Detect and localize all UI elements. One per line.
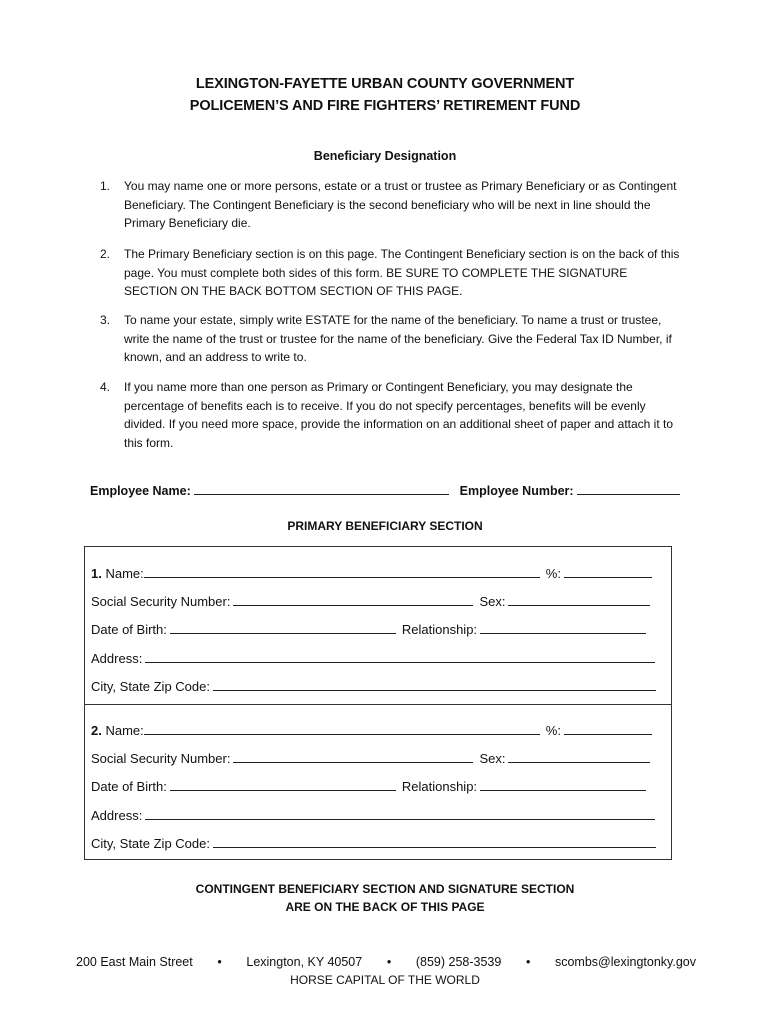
footer-city: Lexington, KY 40507 (246, 955, 363, 969)
section-title: Beneficiary Designation (313, 149, 457, 163)
sex-label: Sex: (479, 751, 506, 766)
ssn-row (91, 750, 661, 766)
footer-motto: HORSE CAPITAL OF THE WORLD (290, 973, 480, 987)
footer-email[interactable]: scombs@lexingtonky.gov (554, 955, 696, 969)
address-field[interactable] (145, 650, 655, 663)
dob-row (91, 778, 661, 794)
item-text: You may name one or more persons, estate or a trust or trustee as Primary Beneficiary or as Contingent Beneficiary. The Contingent Beneficiary is the second beneficiary who will be next in line should the Primary Beneficiary die. (124, 179, 677, 230)
item-text: If you name more than one person as Primary or Contingent Beneficiary, you may designate the percentage of benefits each is to receive. If you do not specify percentages, benefits will be evenly divided. If you need more space, provide the information on an additional sheet of paper and attach it to this form. (124, 380, 674, 450)
ssn-label: Social Security Number: (91, 594, 231, 609)
employee-name-field[interactable] (194, 482, 449, 495)
item-number: 1. (100, 179, 111, 193)
ssn-row (91, 593, 661, 609)
city-label: City, State Zip Code: (91, 836, 210, 851)
footer-address: 200 East Main Street (76, 955, 193, 969)
instruction-item (100, 177, 680, 233)
percent-label: %: (545, 723, 561, 738)
contingent-note-line2: ARE ON THE BACK OF THIS PAGE (285, 900, 485, 914)
instruction-item (100, 245, 680, 301)
relationship-label: Relationship: (401, 779, 478, 794)
primary-beneficiary-box (84, 546, 672, 860)
city-field[interactable] (213, 835, 656, 848)
address-field[interactable] (145, 807, 655, 820)
dob-row (91, 621, 661, 637)
relationship-label: Relationship: (401, 622, 478, 637)
primary-section-title: PRIMARY BENEFICIARY SECTION (287, 519, 483, 533)
contingent-note (0, 880, 770, 916)
address-row (91, 650, 661, 666)
divider (85, 704, 671, 705)
name-field[interactable] (144, 565, 540, 578)
address-label: Address: (91, 808, 143, 823)
bullet-icon: • (525, 955, 531, 969)
address-label: Address: (91, 651, 143, 666)
employee-row (90, 482, 690, 498)
name-row (91, 722, 661, 738)
org-title: LEXINGTON-FAYETTE URBAN COUNTY GOVERNMENT (195, 76, 575, 92)
city-row (91, 835, 661, 851)
fund-title: POLICEMEN’S AND FIRE FIGHTERS’ RETIREMENT FUND (189, 98, 581, 114)
percent-field[interactable] (564, 565, 652, 578)
ssn-field[interactable] (233, 593, 473, 606)
contingent-note-line1: CONTINGENT BENEFICIARY SECTION AND SIGNATURE SECTION (195, 882, 575, 896)
bullet-icon: • (217, 955, 222, 969)
employee-number-field[interactable] (577, 482, 680, 495)
city-label: City, State Zip Code: (91, 679, 210, 694)
instruction-item (100, 311, 680, 367)
employee-name-label: Employee Name: (90, 484, 191, 498)
item-number: 2. (100, 247, 111, 261)
percent-label: %: (545, 566, 561, 581)
footer-phone: (859) 258-3539 (415, 955, 502, 969)
dob-label: Date of Birth: (91, 622, 167, 637)
city-field[interactable] (213, 678, 656, 691)
bullet-icon: • (386, 955, 392, 969)
beneficiary-number: 2. (91, 723, 102, 738)
relationship-field[interactable] (480, 621, 646, 634)
relationship-field[interactable] (480, 778, 646, 791)
dob-field[interactable] (170, 621, 396, 634)
ssn-label: Social Security Number: (91, 751, 231, 766)
dob-label: Date of Birth: (91, 779, 167, 794)
sex-field[interactable] (508, 593, 650, 606)
sex-label: Sex: (479, 594, 506, 609)
item-text: To name your estate, simply write ESTATE for the name of the beneficiary. To name a trust or trustee, write the name of the trust or trustee for the name of the beneficiary. Give the Federal Tax ID Number, if known, and an address to write to. (124, 313, 672, 364)
name-label: Name: (105, 723, 144, 738)
dob-field[interactable] (170, 778, 396, 791)
city-row (91, 678, 661, 694)
item-number: 4. (100, 380, 111, 394)
percent-field[interactable] (564, 722, 652, 735)
instruction-item (100, 378, 680, 452)
item-text: The Primary Beneficiary section is on this page. The Contingent Beneficiary section is on the back of this page. You must complete both sides of this form. BE SURE TO COMPLETE THE SIGNATURE SECTION ON THE BACK BOTTOM SECTION OF THIS PAGE. (124, 247, 680, 298)
sex-field[interactable] (508, 750, 650, 763)
address-row (91, 807, 661, 823)
employee-number-label: Employee Number: (459, 484, 574, 498)
beneficiary-number: 1. (91, 566, 102, 581)
item-number: 3. (100, 313, 111, 327)
name-field[interactable] (144, 722, 540, 735)
ssn-field[interactable] (233, 750, 473, 763)
footer (76, 955, 696, 969)
name-label: Name: (105, 566, 144, 581)
name-row (91, 565, 661, 581)
